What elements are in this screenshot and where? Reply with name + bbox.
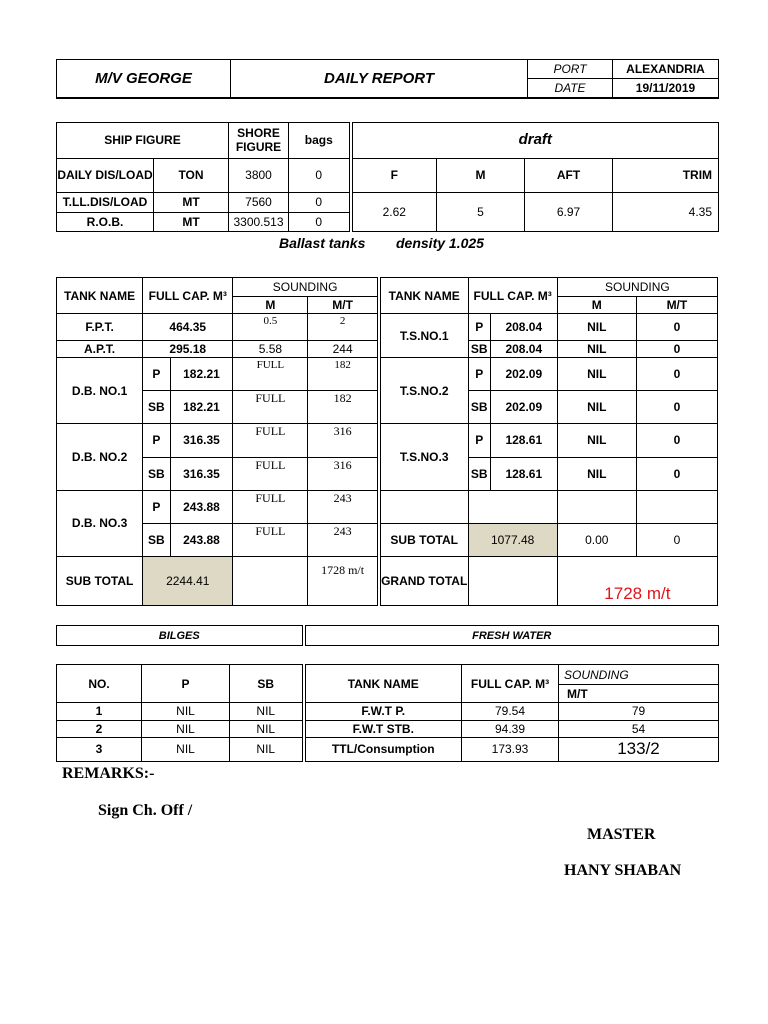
ts1-p-cap: 208.04	[490, 314, 557, 341]
db2-sb-cap: 316.35	[170, 457, 233, 490]
full-cap-header-right: FULL CAP. M³	[468, 278, 557, 314]
bilge-no-header: NO.	[57, 665, 142, 703]
ts2-p-mt: 0	[636, 358, 717, 391]
empty-cell	[636, 490, 717, 523]
ts3-name: T.S.NO.3	[379, 424, 468, 490]
master-label: MASTER	[587, 826, 656, 843]
ballast-title: Ballast tanks	[279, 235, 366, 251]
db2-p-cap: 316.35	[170, 424, 233, 457]
bilges-table	[56, 664, 719, 762]
ts2-sb-m: NIL	[557, 391, 636, 424]
daily-label: DAILY DIS/LOAD	[57, 158, 154, 193]
bilge-row-sb: NIL	[230, 720, 304, 737]
empty-cell	[233, 556, 308, 605]
ts1-p-mt: 0	[636, 314, 717, 341]
fw-row-name: F.W.T STB.	[304, 720, 462, 737]
db2-name: D.B. NO.2	[57, 424, 143, 490]
sign-label: Sign Ch. Off /	[98, 802, 193, 819]
draft-f-value: 2.62	[351, 193, 437, 232]
ts3-p-m: NIL	[557, 424, 636, 457]
rob-unit: MT	[154, 212, 229, 231]
bilge-sb-header: SB	[230, 665, 304, 703]
draft-trim-label: TRIM	[613, 158, 719, 193]
ts2-p: P	[468, 358, 490, 391]
db1-p-mt: 182	[308, 358, 379, 391]
draft-m-label: M	[437, 158, 525, 193]
density-label: density 1.025	[396, 235, 484, 251]
tll-bags: 0	[289, 193, 351, 212]
port-label: PORT	[528, 60, 613, 79]
sounding-header-right: SOUNDING	[557, 278, 717, 297]
remarks-label: REMARKS:-	[62, 765, 155, 782]
empty-cell	[379, 490, 468, 523]
bilges-label: BILGES	[57, 626, 304, 646]
db3-p-m: FULL	[233, 490, 308, 523]
db1-sb-mt: 182	[308, 391, 379, 424]
db1-sb-cap: 182.21	[170, 391, 233, 424]
fw-full-cap-header: FULL CAP. M³	[462, 665, 559, 703]
db3-sb-cap: 243.88	[170, 523, 233, 556]
db1-name: D.B. NO.1	[57, 358, 143, 424]
ts1-p-m: NIL	[557, 314, 636, 341]
bilge-row-sb: NIL	[230, 703, 304, 720]
tank-name-header-right: TANK NAME	[379, 278, 468, 314]
sub-total-label: SUB TOTAL	[57, 556, 143, 605]
fw-row-mt: 79	[559, 703, 719, 720]
rob-bags: 0	[289, 212, 351, 231]
db3-sb: SB	[143, 523, 170, 556]
right-sub-total-mt: 0	[636, 523, 717, 556]
draft-m-value: 5	[437, 193, 525, 232]
ts3-sb: SB	[468, 457, 490, 490]
db2-p: P	[143, 424, 170, 457]
ts3-sb-mt: 0	[636, 457, 717, 490]
rob-shore: 3300.513	[229, 212, 289, 231]
ship-figure-label: SHIP FIGURE	[57, 123, 229, 159]
ts2-p-m: NIL	[557, 358, 636, 391]
ts3-p-mt: 0	[636, 424, 717, 457]
grand-total-value: 1728 m/t	[557, 556, 717, 605]
fpt-mt: 2	[308, 314, 379, 341]
db2-p-m: FULL	[233, 424, 308, 457]
apt-name: A.P.T.	[57, 341, 143, 358]
fw-row-cap: 173.93	[462, 737, 559, 761]
apt-mt: 244	[308, 341, 379, 358]
master-name: HANY SHABAN	[564, 862, 682, 879]
figures-table	[56, 122, 719, 232]
bilge-row-p: NIL	[142, 703, 230, 720]
db3-p: P	[143, 490, 170, 523]
daily-shore: 3800	[229, 158, 289, 193]
fw-row-cap: 94.39	[462, 720, 559, 737]
ts1-sb-cap: 208.04	[490, 341, 557, 358]
daily-unit: TON	[154, 158, 229, 193]
ts2-sb: SB	[468, 391, 490, 424]
db1-sb: SB	[143, 391, 170, 424]
vessel-name: M/V GEORGE	[57, 60, 231, 99]
draft-aft-value: 6.97	[525, 193, 613, 232]
draft-trim-value: 4.35	[613, 193, 719, 232]
apt-cap: 295.18	[143, 341, 233, 358]
m-header: M	[233, 297, 308, 314]
header-table	[56, 59, 719, 99]
draft-label: draft	[351, 123, 719, 159]
db1-p: P	[143, 358, 170, 391]
shore-figure-label: SHORE FIGURE	[229, 123, 289, 159]
draft-aft-label: AFT	[525, 158, 613, 193]
fw-row-name: TTL/Consumption	[304, 737, 462, 761]
tll-unit: MT	[154, 193, 229, 212]
empty-cell	[468, 556, 557, 605]
ts1-sb-m: NIL	[557, 341, 636, 358]
sounding-header: SOUNDING	[233, 278, 379, 297]
sub-total-mt: 1728 m/t	[308, 556, 379, 605]
right-sub-total-cap: 1077.48	[468, 523, 557, 556]
ts1-sb: SB	[468, 341, 490, 358]
bilge-row-sb: NIL	[230, 737, 304, 761]
ts1-sb-mt: 0	[636, 341, 717, 358]
db2-p-mt: 316	[308, 424, 379, 457]
fpt-m: 0.5	[233, 314, 308, 341]
report-title: DAILY REPORT	[231, 60, 528, 99]
date-label: DATE	[528, 79, 613, 98]
db3-p-cap: 243.88	[170, 490, 233, 523]
fw-row-cap: 79.54	[462, 703, 559, 720]
mt-header: M/T	[308, 297, 379, 314]
ts3-p-cap: 128.61	[490, 424, 557, 457]
db1-p-cap: 182.21	[170, 358, 233, 391]
bilge-p-header: P	[142, 665, 230, 703]
section-bar	[56, 625, 719, 646]
bilge-row-no: 1	[57, 703, 142, 720]
port-value: ALEXANDRIA	[613, 60, 719, 79]
right-sub-total-m: 0.00	[557, 523, 636, 556]
date-value: 19/11/2019	[613, 79, 719, 98]
fw-row-mt: 133/2	[559, 737, 719, 761]
db3-name: D.B. NO.3	[57, 490, 143, 556]
ts2-name: T.S.NO.2	[379, 358, 468, 424]
empty-cell	[468, 490, 557, 523]
bilge-row-p: NIL	[142, 737, 230, 761]
db3-sb-m: FULL	[233, 523, 308, 556]
ballast-table	[56, 277, 718, 606]
tll-shore: 7560	[229, 193, 289, 212]
db3-p-mt: 243	[308, 490, 379, 523]
bags-label: bags	[289, 123, 351, 159]
ts2-sb-mt: 0	[636, 391, 717, 424]
tll-label: T.LL.DIS/LOAD	[57, 193, 154, 212]
ts3-p: P	[468, 424, 490, 457]
ts2-sb-cap: 202.09	[490, 391, 557, 424]
daily-bags: 0	[289, 158, 351, 193]
draft-f-label: F	[351, 158, 437, 193]
fw-mt-header: M/T	[559, 685, 719, 703]
m-header-right: M	[557, 297, 636, 314]
grand-total-label: GRAND TOTAL	[379, 556, 468, 605]
fw-sounding-header: SOUNDING	[559, 665, 719, 685]
rob-label: R.O.B.	[57, 212, 154, 231]
mt-header-right: M/T	[636, 297, 717, 314]
db1-p-m: FULL	[233, 358, 308, 391]
ts1-name: T.S.NO.1	[379, 314, 468, 358]
ts3-sb-cap: 128.61	[490, 457, 557, 490]
fw-row-mt: 54	[559, 720, 719, 737]
empty-cell	[557, 490, 636, 523]
fpt-cap: 464.35	[143, 314, 233, 341]
db3-sb-mt: 243	[308, 523, 379, 556]
ts2-p-cap: 202.09	[490, 358, 557, 391]
db2-sb: SB	[143, 457, 170, 490]
fpt-name: F.P.T.	[57, 314, 143, 341]
right-sub-total-label: SUB TOTAL	[379, 523, 468, 556]
apt-m: 5.58	[233, 341, 308, 358]
bilge-row-no: 2	[57, 720, 142, 737]
sub-total-cap: 2244.41	[143, 556, 233, 605]
bilge-row-no: 3	[57, 737, 142, 761]
ts1-p: P	[468, 314, 490, 341]
bilge-row-p: NIL	[142, 720, 230, 737]
db1-sb-m: FULL	[233, 391, 308, 424]
db2-sb-mt: 316	[308, 457, 379, 490]
ts3-sb-m: NIL	[557, 457, 636, 490]
tank-name-header: TANK NAME	[57, 278, 143, 314]
fresh-water-label: FRESH WATER	[304, 626, 719, 646]
full-cap-header: FULL CAP. M³	[143, 278, 233, 314]
db2-sb-m: FULL	[233, 457, 308, 490]
fw-row-name: F.W.T P.	[304, 703, 462, 720]
fw-tank-name-header: TANK NAME	[304, 665, 462, 703]
